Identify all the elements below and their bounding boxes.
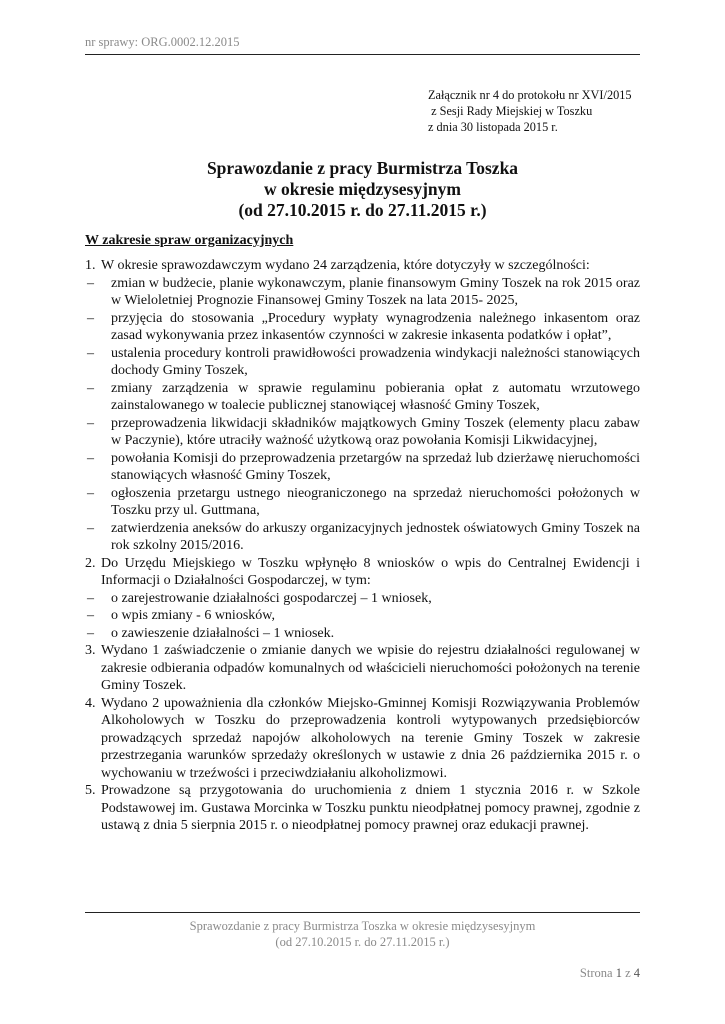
bullet-text: przeprowadzenia likwidacji składników majątkowych Gminy Toszek (elementy placu zabaw w Paczynie), które utraciły ważność użytkową oraz powołania Komisji Likwidacyjnej, [111,415,640,448]
list-item [85,782,640,835]
title-line: Sprawozdanie z pracy Burmistrza Toszka [206,158,519,178]
bullet-text: o zawieszenie działalności – 1 wniosek. [111,625,335,641]
title-line: (od 27.10.2015 r. do 27.11.2015 r.) [238,200,487,220]
item-text: Wydano 2 upoważnienia dla członków Miejsko-Gminnej Komisji Rozwiązywania Problemów Alkoholowych w Toszku do przeprowadzenia kontroli wytypowanych przedsiębiorców prowadzących sprzedaż napojów alkoholowych na terenie Gminy Toszek w zakresie przestrzegania warunków sprzedaży określonych w ustawie z dnia 26 października 2015 r. o wychowaniu w trzeźwości i przeciwdziałaniu alkoholizmowi. [101,695,640,781]
bullet-item [85,415,640,450]
footer-line: (od 27.10.2015 r. do 27.11.2015 r.) [275,934,450,949]
bullet-item [85,607,640,625]
bullet-text: o zarejestrowanie działalności gospodarczej – 1 wniosek, [111,590,432,606]
annex-line: Załącznik nr 4 do protokołu nr XVI/2015 [428,88,632,102]
report-body [85,257,640,835]
dash-bullet: – [87,345,94,361]
dash-bullet: – [87,625,94,641]
item-number: 3. [85,643,96,658]
bullet-text: zmiany zarządzenia w sprawie regulaminu pobierania opłat z automatu wrzutowego zainstalowanego w toalecie publicznej stanowiącej własność Gminy Toszek, [111,380,640,413]
list-item [85,695,640,783]
item-text: Wydano 1 zaświadczenie o zmianie danych we wpisie do rejestru działalności regulowanej w zakresie odbierania odpadów komunalnych od właścicieli nieruchomości położonych na terenie Gminy Toszek. [101,643,640,693]
bullet-item [85,625,640,643]
item-number: 5. [85,783,96,798]
bullet-text: ustalenia procedury kontroli prawidłowości prowadzenia windykacji należności stanowiących dochody Gminy Toszek, [111,345,640,378]
dash-bullet: – [87,590,94,606]
list-item [85,555,640,590]
section-heading: W zakresie spraw organizacyjnych [85,233,294,248]
page-of: z [625,966,631,980]
dash-bullet: – [87,520,94,536]
item-text: Prowadzone są przygotowania do uruchomienia z dniem 1 stycznia 2016 r. w Szkole Podstawowej im. Gustawa Morcinka w Toszku punktu nieodpłatnej pomocy prawnej, zgodnie z ustawą z dnia 5 sierpnia 2015 r. o nieodpłatnej pomocy prawnej oraz edukacji prawnej. [101,783,640,833]
dash-bullet: – [87,608,94,623]
bullet-item [85,345,640,380]
document-title [85,158,640,221]
case-number: nr sprawy: ORG.0002.12.2015 [85,35,240,49]
bullet-text: zmian w budżecie, planie wykonawczym, planie finansowym Gminy Toszek na rok 2015 oraz w Wieloletniej Prognozie Finansowej Gminy Toszek na lata 2015- 2025, [111,275,640,308]
header-rule [85,54,640,55]
dash-bullet: – [87,415,94,431]
page-total: 4 [633,966,640,980]
page-current: 1 [615,966,622,980]
bullet-text: ogłoszenia przetargu ustnego nieograniczonego na sprzedaż nieruchomości położonych w Toszku przy ul. Guttmana, [111,485,640,518]
page-label: Strona [579,966,613,980]
item-text: Do Urzędu Miejskiego w Toszku wpłynęło 8 wniosków o wpis do Centralnej Ewidencji i Informacji o Działalności Gospodarczej, w tym: [101,555,640,588]
dash-bullet: – [87,450,94,466]
bullet-item [85,520,640,555]
bullet-text: powołania Komisji do przeprowadzenia przetargów na sprzedaż lub dzierżawę nieruchomości stanowiących własność Gminy Toszek, [111,450,640,483]
bullet-item [85,275,640,310]
bullet-item [85,485,640,520]
item-number: 2. [85,555,96,571]
dash-bullet: – [87,380,94,396]
title-line: w okresie międzysesyjnym [263,179,461,199]
bullet-item [85,310,640,345]
bullet-text: o wpis zmiany - 6 wniosków, [111,608,275,623]
bullet-item [85,380,640,415]
dash-bullet: – [87,275,94,291]
bullet-text: przyjęcia do stosowania „Procedury wypłaty wynagrodzenia należnego inkasentom oraz zasad wykonywania przez inkasentów czynności w zakresie inkasenta podatków i opłat”, [111,310,640,343]
bullet-item [85,590,640,608]
item-text: W okresie sprawozdawczym wydano 24 zarządzenia, które dotyczyły w szczególności: [101,258,590,273]
footer-line: Sprawozdanie z pracy Burmistrza Toszka w okresie międzysesyjnym [189,919,536,933]
annex-line: z dnia 30 listopada 2015 r. [428,120,558,134]
page-number [580,966,640,981]
footer [85,919,640,950]
bullet-text: zatwierdzenia aneksów do arkuszy organizacyjnych jednostek oświatowych Gminy Toszek na rok szkolny 2015/2016. [111,520,640,553]
footer-rule [85,912,640,913]
bullet-item [85,450,640,485]
item-number: 1. [85,258,96,273]
item-number: 4. [85,695,96,711]
dash-bullet: – [87,310,94,326]
dash-bullet: – [87,485,94,501]
list-item [85,257,640,275]
annex-line: z Sesji Rady Miejskiej w Toszku [428,104,593,118]
list-item [85,642,640,695]
annex-note [428,87,632,135]
